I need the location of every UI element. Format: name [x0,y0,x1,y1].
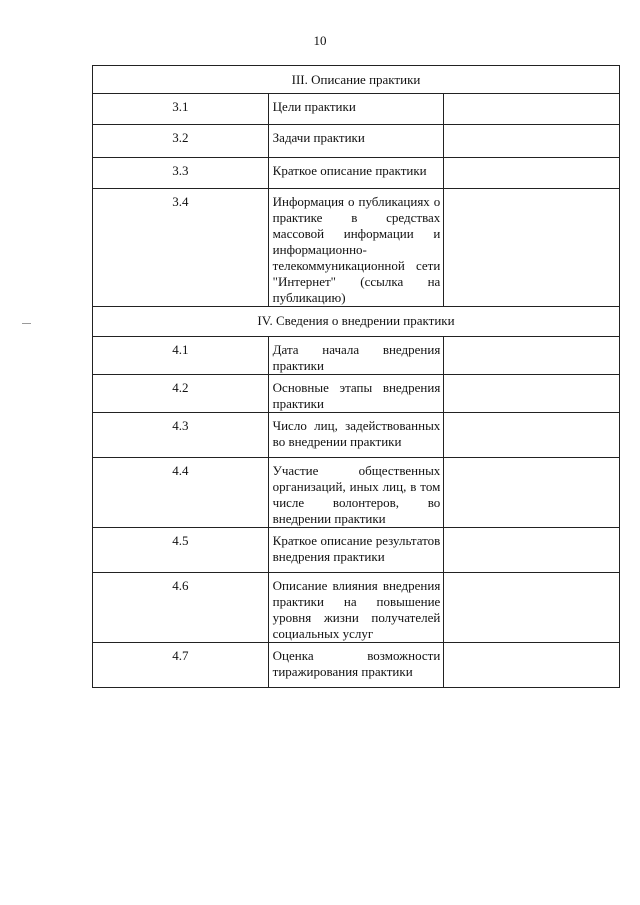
row-value-cell[interactable] [444,458,620,528]
row-number: 4.6 [93,573,269,643]
row-label: Цели практики [268,94,444,125]
row-label: Число лиц, задействованных во внедрении практики [268,413,444,458]
row-number: 3.3 [93,158,269,189]
row-number: 4.7 [93,643,269,688]
section-header-row [93,66,620,94]
row-label: Дата начала внедрения практики [268,337,444,375]
section-header-row [93,307,620,337]
row-label: Информация о публикациях о практике в средствах массовой информации и информационно-телекоммуникационной сети "Интернет" (ссылка на публикацию) [268,189,444,307]
row-label: Оценка возможности тиражирования практики [268,643,444,688]
row-number: 4.2 [93,375,269,413]
table-row [93,573,620,643]
row-number: 4.3 [93,413,269,458]
row-label: Основные этапы внедрения практики [268,375,444,413]
row-label: Описание влияния внедрения практики на повышение уровня жизни получателей социальных услуг [268,573,444,643]
practice-form-table [92,65,620,688]
row-value-cell[interactable] [444,189,620,307]
row-value-cell[interactable] [444,158,620,189]
table-row [93,643,620,688]
section-title: III. Описание практики [93,66,620,94]
row-label: Краткое описание практики [268,158,444,189]
table-row [93,189,620,307]
row-number: 4.4 [93,458,269,528]
table-row [93,94,620,125]
table-row [93,337,620,375]
row-value-cell[interactable] [444,528,620,573]
row-value-cell[interactable] [444,413,620,458]
row-number: 4.1 [93,337,269,375]
row-value-cell[interactable] [444,125,620,158]
table-row [93,158,620,189]
table-row [93,413,620,458]
row-label: Краткое описание результатов внедрения практики [268,528,444,573]
row-value-cell[interactable] [444,375,620,413]
section-title: IV. Сведения о внедрении практики [93,307,620,337]
row-number: 3.4 [93,189,269,307]
row-number: 3.1 [93,94,269,125]
row-label: Задачи практики [268,125,444,158]
margin-mark [22,323,31,324]
row-value-cell[interactable] [444,94,620,125]
row-value-cell[interactable] [444,573,620,643]
row-value-cell[interactable] [444,643,620,688]
row-number: 3.2 [93,125,269,158]
row-number: 4.5 [93,528,269,573]
table-row [93,528,620,573]
page-number: 10 [313,33,327,48]
table-row [93,375,620,413]
row-label: Участие общественных организаций, иных лиц, в том числе волонтеров, во внедрении практики [268,458,444,528]
table-row [93,458,620,528]
row-value-cell[interactable] [444,337,620,375]
table-row [93,125,620,158]
